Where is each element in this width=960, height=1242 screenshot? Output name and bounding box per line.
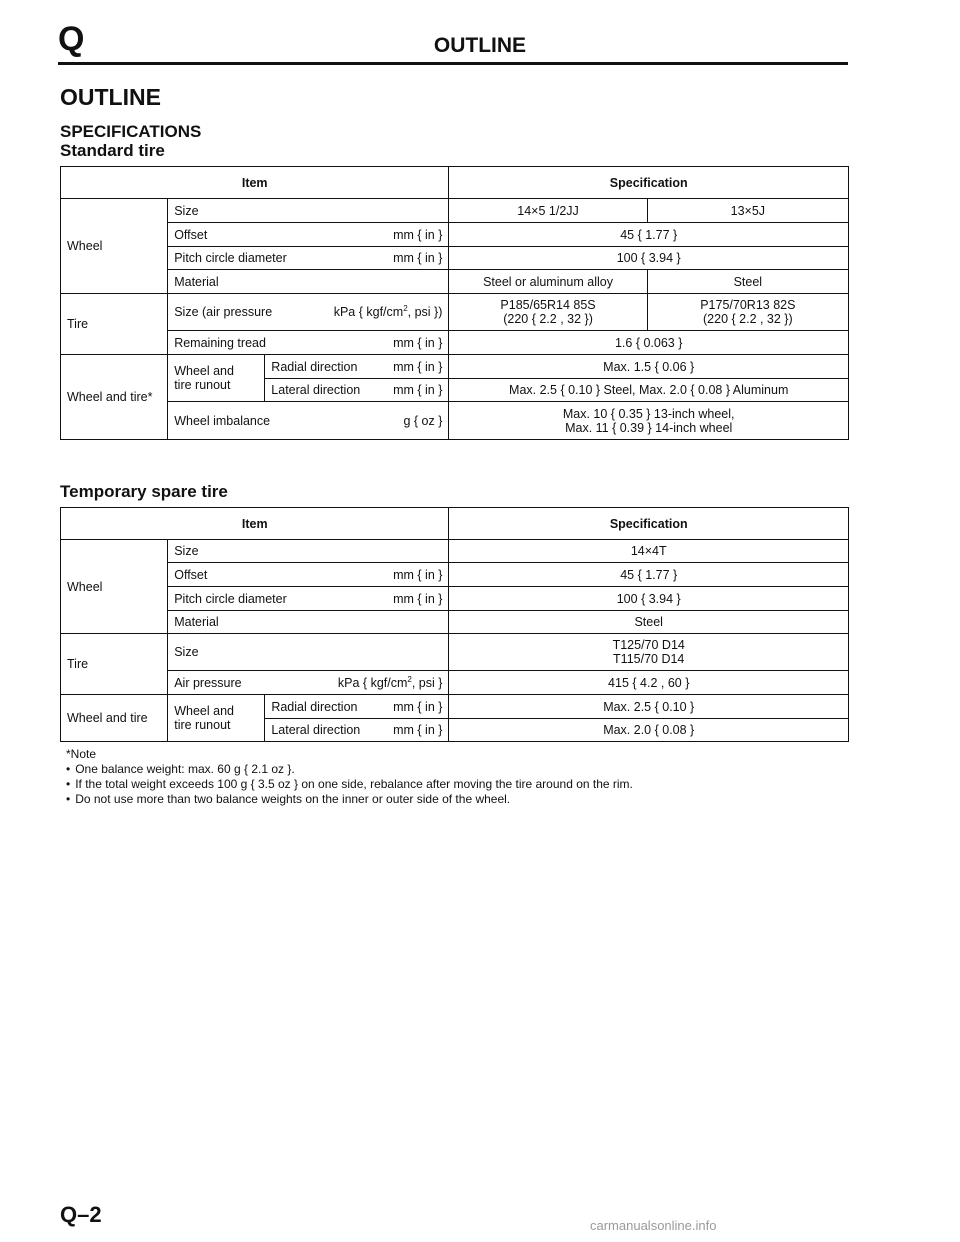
- offset-unit: mm { in }: [393, 227, 443, 242]
- tread-label: Remaining tread: [174, 335, 266, 350]
- table-row: [61, 199, 849, 223]
- spec-imbalance: Max. 10 { 0.35 } 13-inch wheel, Max. 11 { 0.39 } 14-inch wheel: [449, 402, 849, 440]
- item-material: Material: [168, 270, 449, 294]
- group-wheel-and-tire: Wheel and tire*: [61, 355, 168, 440]
- air-pressure-unit: kPa { kgf/$cm^2$, psi }: [337, 674, 443, 690]
- radial-unit: mm { in }: [393, 699, 443, 714]
- spec-size-13: 13×5J: [647, 199, 848, 223]
- header-rule: [58, 62, 848, 65]
- item-radial: [265, 695, 449, 719]
- item-tread: [168, 331, 449, 355]
- spec-air-pressure: 415 { 4.2 , 60 }: [449, 671, 849, 695]
- table-row: [61, 402, 849, 440]
- page-number: Q–2: [60, 1202, 102, 1227]
- tire-size-unit: kPa { kgf/$cm^2$, psi }): [333, 303, 443, 319]
- header-item: Item: [61, 508, 449, 540]
- table-row: [61, 294, 849, 331]
- table-row: [61, 563, 849, 587]
- spec-pcd: 100 { 3.94 }: [449, 247, 849, 270]
- spec-pcd: 100 { 3.94 }: [449, 587, 849, 611]
- header-section-letter: Q: [58, 20, 85, 58]
- air-pressure-label: Air pressure: [174, 675, 242, 690]
- radial-unit: mm { in }: [393, 359, 443, 374]
- specifications-heading: SPECIFICATIONS: [60, 122, 202, 141]
- spec-lateral: Max. 2.5 { 0.10 } Steel, Max. 2.0 { 0.08 } Aluminum: [449, 379, 849, 402]
- table-row: [61, 508, 849, 540]
- radial-label: Radial direction: [271, 699, 358, 714]
- note-item: • If the total weight exceeds 100 g { 3.5 oz } on one side, rebalance after moving the tire around on the rim.: [66, 777, 633, 792]
- group-wheel: Wheel: [61, 540, 168, 634]
- standard-tire-table: [60, 166, 849, 440]
- table-row: [61, 247, 849, 270]
- pcd-unit: mm { in }: [393, 251, 443, 265]
- spec-offset: 45 { 1.77 }: [449, 563, 849, 587]
- notes-title: *Note: [66, 747, 97, 761]
- table-row: [61, 167, 849, 199]
- temporary-spare-tire-table: [60, 507, 849, 742]
- item-lateral: [265, 719, 449, 742]
- spec-radial: Max. 1.5 { 0.06 }: [449, 355, 849, 379]
- table-row: [61, 611, 849, 634]
- imbalance-unit: g { oz }: [403, 413, 443, 428]
- spec-radial: Max. 2.5 { 0.10 }: [449, 695, 849, 719]
- spec-size: 14×4T: [449, 540, 849, 563]
- spec-offset: 45 { 1.77 }: [449, 223, 849, 247]
- notes: [66, 747, 633, 807]
- spec-size-14: 14×5 1/2JJ: [449, 199, 647, 223]
- item-offset: [168, 223, 449, 247]
- group-tire: Tire: [61, 634, 168, 695]
- item-runout: Wheel and tire runout: [168, 355, 265, 402]
- radial-label: Radial direction: [271, 359, 358, 374]
- item-material: Material: [168, 611, 449, 634]
- lateral-label: Lateral direction: [271, 723, 361, 737]
- lateral-unit: mm { in }: [393, 723, 443, 737]
- standard-tire-heading: Standard tire: [60, 141, 165, 160]
- item-runout: Wheel and tire runout: [168, 695, 265, 742]
- pcd-label: Pitch circle diameter: [174, 591, 287, 606]
- header-item: Item: [61, 167, 449, 199]
- section-title: OUTLINE: [60, 84, 161, 110]
- offset-label: Offset: [174, 567, 208, 582]
- item-size: Size: [168, 540, 449, 563]
- group-wheel-and-tire: Wheel and tire: [61, 695, 168, 742]
- table-row: [61, 671, 849, 695]
- watermark: carmanualsonline.info: [590, 1218, 717, 1233]
- temporary-spare-tire-heading: Temporary spare tire: [60, 482, 228, 501]
- note-item: • One balance weight: max. 60 g { 2.1 oz }.: [66, 762, 633, 777]
- item-air-pressure: [168, 671, 449, 695]
- table-row: [61, 695, 849, 719]
- item-lateral: [265, 379, 449, 402]
- item-offset: [168, 563, 449, 587]
- item-pcd: [168, 587, 449, 611]
- item-tire-size: [168, 294, 449, 331]
- spec-lateral: Max. 2.0 { 0.08 }: [449, 719, 849, 742]
- note-item: • Do not use more than two balance weights on the inner or outer side of the wheel.: [66, 792, 633, 807]
- header-title: OUTLINE: [433, 34, 527, 57]
- spec-material: Steel: [449, 611, 849, 634]
- table-row: [61, 223, 849, 247]
- table-row: [61, 540, 849, 563]
- tread-unit: mm { in }: [393, 335, 443, 350]
- tire-size-label: Size (air pressure: [174, 305, 273, 319]
- pcd-unit: mm { in }: [393, 591, 443, 606]
- item-pcd: [168, 247, 449, 270]
- item-imbalance: [168, 402, 449, 440]
- table-row: [61, 355, 849, 379]
- spec-tire-size: T125/70 D14 T115/70 D14: [449, 634, 849, 671]
- item-radial: [265, 355, 449, 379]
- table-row: [61, 270, 849, 294]
- header-specification: Specification: [449, 508, 849, 540]
- spec-tread: 1.6 { 0.063 }: [449, 331, 849, 355]
- lateral-label: Lateral direction: [271, 383, 361, 397]
- pcd-label: Pitch circle diameter: [174, 251, 287, 265]
- item-size: Size: [168, 199, 449, 223]
- offset-unit: mm { in }: [393, 567, 443, 582]
- imbalance-label: Wheel imbalance: [174, 413, 271, 428]
- group-wheel: Wheel: [61, 199, 168, 294]
- table-row: [61, 587, 849, 611]
- spec-tire-14: P185/65R14 85S (220 { 2.2 , 32 }): [449, 294, 647, 331]
- offset-label: Offset: [174, 227, 208, 242]
- group-tire: Tire: [61, 294, 168, 355]
- spec-material-a: Steel or aluminum alloy: [449, 270, 647, 294]
- spec-tire-13: P175/70R13 82S (220 { 2.2 , 32 }): [647, 294, 848, 331]
- table-row: [61, 331, 849, 355]
- table-row: [61, 634, 849, 671]
- header-specification: Specification: [449, 167, 849, 199]
- spec-material-b: Steel: [647, 270, 848, 294]
- item-tire-size: Size: [168, 634, 449, 671]
- lateral-unit: mm { in }: [393, 383, 443, 397]
